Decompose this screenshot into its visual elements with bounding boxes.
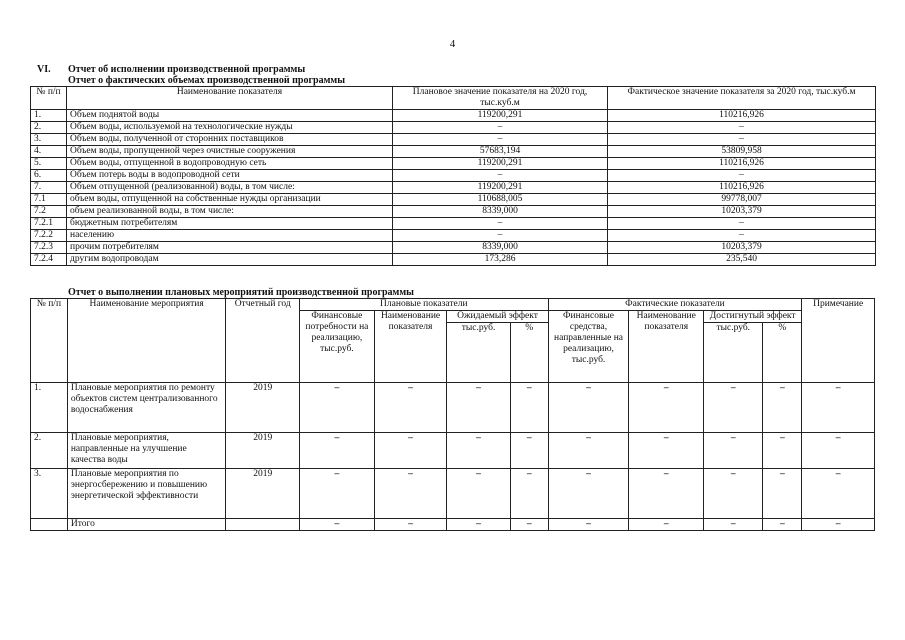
row-dash-cell: – [447, 383, 510, 433]
row-name: прочим потребителям [67, 242, 393, 254]
header-plan-fin: Финансовые потребности на реализацию, тыс.руб. [300, 311, 375, 383]
row-dash-cell: – [300, 469, 375, 519]
row-dash-cell: – [548, 469, 629, 519]
row-num: 5. [31, 158, 67, 170]
row-dash-cell: – [300, 433, 375, 469]
row-plan: 57683,194 [393, 146, 608, 158]
table-row [31, 122, 876, 134]
row-plan: – [393, 122, 608, 134]
row-dash-cell: – [447, 433, 510, 469]
table2-title: Отчет о выполнении плановых мероприятий производственной программы [68, 287, 414, 298]
production-volumes-table [30, 86, 876, 266]
row-name: Объем воды, используемой на технологические нужды [67, 122, 393, 134]
total-dash-cell: – [802, 519, 875, 531]
total-dash-cell: – [374, 519, 447, 531]
row-fact: 10203,379 [608, 206, 876, 218]
header-plan-effect-rub: тыс.руб. [447, 323, 510, 383]
header-fact-ind: Наименование показателя [629, 311, 704, 383]
total-dash-cell: – [763, 519, 802, 531]
header-plan-effect: Ожидаемый эффект [447, 311, 548, 323]
total-dash-cell: – [447, 519, 510, 531]
total-year-cell [226, 519, 300, 531]
table-row [31, 158, 876, 170]
row-num: 1. [31, 110, 67, 122]
row-name: Объем потерь воды в водопроводной сети [67, 170, 393, 182]
row-fact: 110216,926 [608, 182, 876, 194]
row-num: 7.2.3 [31, 242, 67, 254]
row-num: 4. [31, 146, 67, 158]
row-num: 2. [31, 433, 68, 469]
header-fact-group: Фактические показатели [548, 299, 802, 311]
row-num: 7.2 [31, 206, 67, 218]
row-num: 7.1 [31, 194, 67, 206]
row-dash-cell: – [374, 433, 447, 469]
total-num-cell [31, 519, 68, 531]
table-row [31, 383, 875, 433]
table-row [31, 134, 876, 146]
header-num: № п/п [31, 87, 67, 110]
table-row [31, 182, 876, 194]
row-name: объем реализованной воды, в том числе: [67, 206, 393, 218]
row-plan: – [393, 170, 608, 182]
row-plan: 119200,291 [393, 158, 608, 170]
section-number: VI. [37, 64, 51, 75]
row-dash-cell: – [510, 469, 548, 519]
row-plan: 119200,291 [393, 110, 608, 122]
row-fact: 110216,926 [608, 110, 876, 122]
table-row [31, 218, 876, 230]
row-name: населению [67, 230, 393, 242]
row-num: 7.2.1 [31, 218, 67, 230]
total-dash-cell: – [629, 519, 704, 531]
row-num: 3. [31, 134, 67, 146]
row-year: 2019 [226, 383, 300, 433]
table-row [31, 433, 875, 469]
table-row [31, 170, 876, 182]
row-plan: 173,286 [393, 254, 608, 266]
row-plan: 8339,000 [393, 242, 608, 254]
row-dash-cell: – [447, 469, 510, 519]
row-name: Плановые мероприятия по энергосбережению и повышению энергетической эффективности [67, 469, 226, 519]
row-dash-cell: – [704, 383, 763, 433]
header-name: Наименование показателя [67, 87, 393, 110]
total-dash-cell: – [548, 519, 629, 531]
row-name: Объем воды, отпущенной в водопроводную сеть [67, 158, 393, 170]
row-dash-cell: – [629, 433, 704, 469]
row-name: другим водопроводам [67, 254, 393, 266]
table-row [31, 254, 876, 266]
row-plan: 8339,000 [393, 206, 608, 218]
header-plan: Плановое значение показателя на 2020 год, тыс.куб.м [393, 87, 608, 110]
row-fact: 53809,958 [608, 146, 876, 158]
planned-measures-table [30, 298, 875, 531]
row-num: 3. [31, 469, 68, 519]
row-fact: 235,540 [608, 254, 876, 266]
row-dash-cell: – [763, 433, 802, 469]
table-row [31, 469, 875, 519]
row-name: Объем воды, полученной от сторонних поставщиков [67, 134, 393, 146]
row-dash-cell: – [763, 383, 802, 433]
row-dash-cell: – [802, 433, 875, 469]
row-dash-cell: – [802, 383, 875, 433]
row-num: 1. [31, 383, 68, 433]
total-dash-cell: – [510, 519, 548, 531]
page-number: 4 [449, 38, 456, 50]
row-num: 2. [31, 122, 67, 134]
table-row [31, 146, 876, 158]
total-dash-cell: – [300, 519, 375, 531]
row-dash-cell: – [704, 469, 763, 519]
row-fact: 110216,926 [608, 158, 876, 170]
header-year: Отчетный год [226, 299, 300, 383]
row-fact: 99778,007 [608, 194, 876, 206]
row-fact: – [608, 122, 876, 134]
table1-title: Отчет о фактических объемах производственной программы [68, 75, 345, 86]
row-dash-cell: – [548, 383, 629, 433]
row-plan: – [393, 218, 608, 230]
row-num: 6. [31, 170, 67, 182]
row-dash-cell: – [802, 469, 875, 519]
header-note: Примечание [802, 299, 875, 383]
row-num: 7.2.2 [31, 230, 67, 242]
table-row [31, 230, 876, 242]
row-plan: – [393, 134, 608, 146]
table-row [31, 242, 876, 254]
row-dash-cell: – [704, 433, 763, 469]
row-dash-cell: – [548, 433, 629, 469]
section-title: Отчет об исполнении производственной программы [68, 64, 306, 75]
row-fact: – [608, 134, 876, 146]
row-year: 2019 [226, 433, 300, 469]
row-dash-cell: – [300, 383, 375, 433]
table2-header-row-1 [31, 299, 875, 311]
header-plan-group: Плановые показатели [300, 299, 549, 311]
table1-header-row [31, 87, 876, 110]
row-name: бюджетным потребителям [67, 218, 393, 230]
row-name: Плановые мероприятия по ремонту объектов систем централизованного водоснабжения [67, 383, 226, 433]
row-dash-cell: – [510, 383, 548, 433]
row-fact: – [608, 230, 876, 242]
total-dash-cell: – [704, 519, 763, 531]
total-label: Итого [67, 519, 226, 531]
row-year: 2019 [226, 469, 300, 519]
row-dash-cell: – [374, 383, 447, 433]
row-name: Объем отпущенной (реализованной) воды, в том числе: [67, 182, 393, 194]
header-num: № п/п [31, 299, 68, 383]
row-dash-cell: – [374, 469, 447, 519]
row-num: 7. [31, 182, 67, 194]
total-row [31, 519, 875, 531]
row-plan: 110688,005 [393, 194, 608, 206]
row-dash-cell: – [510, 433, 548, 469]
row-plan: – [393, 230, 608, 242]
row-dash-cell: – [763, 469, 802, 519]
table-row [31, 110, 876, 122]
header-plan-effect-pct: % [510, 323, 548, 383]
row-fact: – [608, 218, 876, 230]
row-fact: – [608, 170, 876, 182]
row-dash-cell: – [629, 469, 704, 519]
header-fact: Фактическое значение показателя за 2020 год, тыс.куб.м [608, 87, 876, 110]
table-row [31, 194, 876, 206]
header-fact-fin: Финансовые средства, направленные на реализацию, тыс.руб. [548, 311, 629, 383]
header-plan-ind: Наименование показателя [374, 311, 447, 383]
row-num: 7.2.4 [31, 254, 67, 266]
row-fact: 10203,379 [608, 242, 876, 254]
row-dash-cell: – [629, 383, 704, 433]
header-name: Наименование мероприятия [67, 299, 226, 383]
row-name: Плановые мероприятия, направленные на улучшение качества воды [67, 433, 226, 469]
row-name: Объем воды, пропущенной через очистные сооружения [67, 146, 393, 158]
header-fact-effect-rub: тыс.руб. [704, 323, 763, 383]
header-fact-effect: Достигнутый эффект [704, 311, 802, 323]
header-fact-effect-pct: % [763, 323, 802, 383]
table-row [31, 206, 876, 218]
row-name: Объем поднятой воды [67, 110, 393, 122]
row-plan: 119200,291 [393, 182, 608, 194]
row-name: объем воды, отпущенной на собственные нужды организации [67, 194, 393, 206]
